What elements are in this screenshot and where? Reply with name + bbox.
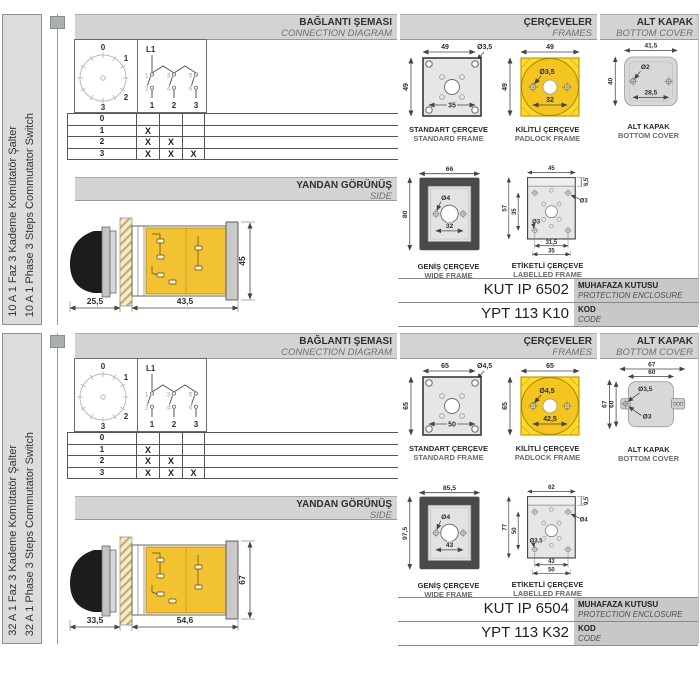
- dim-hole-bottom: Ø3,5: [529, 538, 543, 545]
- frame-caption-tr: KİLİTLİ ÇERÇEVE: [515, 444, 580, 453]
- product-codes: [398, 597, 698, 646]
- frame-caption-tr: ETİKETLİ ÇERÇEVE: [511, 261, 584, 270]
- header-title-en: SIDE: [369, 510, 392, 521]
- switching-table: [67, 432, 398, 479]
- dim-height-outer: 67: [601, 400, 609, 408]
- mark-cell: [182, 445, 205, 456]
- dim-hole: Ø4,5: [538, 388, 555, 395]
- right-border-line: [698, 14, 699, 325]
- mark-cell: [159, 114, 182, 125]
- bottom-cover-drawing: [602, 42, 696, 117]
- rotary-dial-drawing: [75, 40, 137, 112]
- frame-caption-en: LABELLED FRAME: [513, 270, 582, 279]
- table-row: [68, 137, 398, 149]
- frames-header: [400, 14, 597, 40]
- dim-inner: 32: [445, 222, 454, 230]
- position-label: 0: [99, 114, 105, 123]
- product-code-label: [574, 303, 698, 326]
- line-label: L1: [146, 45, 156, 54]
- output-3: 3: [193, 101, 199, 110]
- dim-height: 80: [401, 210, 409, 219]
- mark-cell: [136, 433, 159, 444]
- table-row: [68, 433, 398, 445]
- bottom-cover-cell: [600, 361, 697, 463]
- dim-width: 62: [547, 484, 555, 491]
- sidebar-connector-square: [50, 335, 65, 348]
- frame-caption-tr: GENİŞ ÇERÇEVE: [417, 581, 480, 590]
- output-2: 2: [171, 420, 177, 429]
- label-en: CODE: [578, 633, 602, 643]
- dial-pos-0: 0: [100, 362, 106, 371]
- table-row: [68, 114, 398, 126]
- terminal-2: 2: [144, 85, 149, 93]
- terminal-2: 2: [144, 404, 149, 412]
- table-row: [68, 456, 398, 468]
- dim-width-inner: 60: [647, 369, 655, 377]
- dim-hole: Ø2: [640, 64, 650, 72]
- dim-hole: Ø3,5: [476, 44, 492, 51]
- dim-height: 65: [501, 402, 509, 410]
- bottom-cover-header: [600, 333, 698, 359]
- standard-frame-cell: [400, 42, 497, 143]
- padlock-frame-drawing: [500, 42, 596, 120]
- dim-hole: Ø4,5: [476, 363, 492, 370]
- padlock-frame-drawing: [500, 361, 596, 439]
- terminal-3: 3: [166, 391, 171, 399]
- dim-body-depth: 43,5: [176, 296, 194, 306]
- dim-width: 45: [547, 165, 555, 172]
- sidebar-title-english: 10 A 1 Phase 3 Steps Commutator Switch: [24, 112, 36, 317]
- enclosure-code-label: [574, 279, 698, 302]
- frame-caption-en: PADLOCK FRAME: [514, 134, 581, 143]
- line-label: L1: [146, 364, 156, 373]
- mark-cell: X: [136, 445, 159, 456]
- frame-caption-en: LABELLED FRAME: [513, 589, 582, 598]
- position-label: 2: [99, 456, 105, 465]
- bottom-cover-drawing: [602, 361, 696, 440]
- dim-height: 67: [237, 575, 247, 585]
- mark-cell: X: [159, 468, 182, 479]
- wide-frame-cell: [400, 483, 497, 599]
- header-title-tr: YANDAN GÖRÜNÜŞ: [296, 180, 392, 191]
- bottom-cover-cell: [600, 42, 697, 140]
- dim-hole-1: Ø3,5: [637, 386, 652, 394]
- dim-hole: Ø3,5: [538, 69, 555, 76]
- mark-cell: X: [136, 137, 159, 148]
- dim-height: 45: [237, 256, 247, 266]
- dim-width: 65: [545, 363, 554, 370]
- output-3: 3: [193, 420, 199, 429]
- mark-cell: [182, 114, 205, 125]
- output-1: 1: [149, 420, 155, 429]
- product-code-row: [398, 622, 698, 646]
- table-row: [68, 468, 398, 480]
- header-title-en: BOTTOM COVER: [616, 347, 693, 358]
- dim-width: 66: [445, 165, 454, 173]
- header-title-en: FRAMES: [552, 28, 592, 39]
- frame-caption-en: WIDE FRAME: [424, 590, 473, 599]
- mark-cell: [159, 433, 182, 444]
- product-code-label: [574, 622, 698, 645]
- dim-width: 41,5: [644, 42, 657, 50]
- labelled-frame-cell: [498, 483, 597, 598]
- frame-caption-en: STANDARD FRAME: [413, 453, 484, 462]
- terminal-3: 3: [166, 72, 171, 80]
- connection-diagram-header: [75, 14, 397, 40]
- enclosure-code-row: [398, 598, 698, 622]
- dim-height: 49: [402, 83, 410, 91]
- dim-inner: 50: [447, 421, 456, 429]
- circuit-drawing: [137, 359, 206, 431]
- dim-inner-width: 31,5: [545, 240, 557, 247]
- switch-handle: [70, 550, 102, 612]
- label-tr: MUHAFAZA KUTUSU: [578, 281, 659, 290]
- output-2: 2: [171, 101, 177, 110]
- mark-cell: X: [182, 149, 205, 160]
- sidebar-connector-square: [50, 16, 65, 29]
- dim-inner: 35: [447, 102, 456, 110]
- dim-hole-top: Ø4: [579, 517, 588, 524]
- dial-pos-1: 1: [123, 373, 129, 382]
- header-title-en: FRAMES: [552, 347, 592, 358]
- enclosure-code-value: KUT IP 6504: [483, 600, 569, 617]
- dial-pos-2: 2: [123, 412, 129, 421]
- side-view-drawing: [64, 525, 264, 635]
- frame-caption-tr: GENİŞ ÇERÇEVE: [417, 262, 480, 271]
- mark-cell: [159, 126, 182, 137]
- cover-caption-tr: ALT KAPAK: [627, 445, 670, 454]
- labelled-frame-cell: [498, 164, 597, 279]
- mark-cell: [182, 137, 205, 148]
- table-row: [68, 126, 398, 138]
- terminal-1: 1: [144, 391, 149, 399]
- frame-caption-en: STANDARD FRAME: [413, 134, 484, 143]
- dim-height: 49: [501, 83, 509, 91]
- product-code-value: YPT 113 K10: [481, 305, 569, 322]
- header-title-en: CONNECTION DIAGRAM: [281, 28, 392, 39]
- position-label: 3: [99, 467, 105, 477]
- labelled-frame-drawing: [502, 164, 594, 256]
- mark-cell: [182, 433, 205, 444]
- header-title-tr: YANDAN GÖRÜNÜŞ: [296, 499, 392, 510]
- divider-line: [57, 333, 58, 644]
- header-title-tr: ÇERÇEVELER: [523, 17, 592, 28]
- connection-diagram-box: [74, 39, 207, 113]
- label-en: CODE: [578, 314, 602, 324]
- dim-height: 77: [502, 523, 509, 531]
- circuit-drawing: [137, 40, 206, 112]
- mark-cell: X: [136, 126, 159, 137]
- rotary-dial-drawing: [75, 359, 137, 431]
- dim-handle-depth: 25,5: [86, 296, 104, 306]
- header-title-tr: ALT KAPAK: [636, 17, 693, 28]
- sidebar-title-english: 32 A 1 Phase 3 Steps Commutator Switch: [24, 431, 36, 636]
- dim-width: 49: [545, 44, 554, 51]
- product-code-value: YPT 113 K32: [481, 624, 569, 641]
- terminal-6: 6: [188, 404, 193, 412]
- dim-band: 6,5: [583, 177, 590, 187]
- dial-pos-1: 1: [123, 54, 129, 63]
- product-code-row: [398, 303, 698, 327]
- enclosure-code-label: [574, 598, 698, 621]
- dim-hole: Ø4: [441, 194, 451, 202]
- sidebar: [2, 333, 42, 644]
- connection-diagram-header: [75, 333, 397, 359]
- terminal-6: 6: [188, 85, 193, 93]
- dim-width: 65: [440, 363, 449, 370]
- frame-caption-tr: ETİKETLİ ÇERÇEVE: [511, 580, 584, 589]
- frame-caption-en: WIDE FRAME: [424, 271, 473, 280]
- header-title-en: CONNECTION DIAGRAM: [281, 347, 392, 358]
- switching-table: [67, 113, 398, 160]
- frames-header: [400, 333, 597, 359]
- side-view-drawing: [64, 206, 264, 316]
- mounting-panel: [120, 218, 132, 306]
- header-title-en: SIDE: [369, 191, 392, 202]
- dim-hole-2: Ø3: [642, 413, 652, 421]
- standard-frame-cell: [400, 361, 497, 462]
- mark-cell: X: [136, 149, 159, 160]
- position-label: 3: [99, 148, 105, 158]
- dim-inner: 42,5: [542, 416, 557, 423]
- output-1: 1: [149, 101, 155, 110]
- dim-height: 97,5: [401, 526, 409, 540]
- dim-height: 65: [402, 402, 410, 410]
- header-title-tr: ÇERÇEVELER: [523, 336, 592, 347]
- enclosure-code-row: [398, 279, 698, 303]
- padlock-frame-cell: [499, 361, 596, 462]
- mark-cell: X: [182, 468, 205, 479]
- dim-handle-depth: 33,5: [86, 615, 104, 625]
- product-panel: [0, 14, 700, 325]
- mark-cell: [182, 126, 205, 137]
- dim-outer-width: 35: [547, 248, 555, 255]
- wide-frame-cell: [400, 164, 497, 280]
- terminal-1: 1: [144, 72, 149, 80]
- dim-height-inner: 60: [608, 400, 616, 408]
- dim-outer-width: 50: [547, 567, 555, 574]
- divider-line: [57, 14, 58, 325]
- frame-caption-tr: STANDART ÇERÇEVE: [408, 444, 489, 453]
- dim-height: 57: [502, 204, 509, 212]
- position-label: 2: [99, 137, 105, 146]
- mark-cell: X: [159, 137, 182, 148]
- dim-inner-height: 35: [511, 208, 518, 216]
- side-view-header: [75, 177, 397, 201]
- terminal-5: 5: [188, 391, 193, 399]
- mounting-panel: [120, 537, 132, 625]
- frame-caption-en: PADLOCK FRAME: [514, 453, 581, 462]
- labelled-frame-drawing: [502, 483, 594, 575]
- standard-frame-drawing: [401, 42, 497, 120]
- sidebar-title-turkish: 32 A 1 Faz 3 Kademe Komütatör Şalter: [7, 445, 19, 636]
- label-en: PROTECTION ENCLOSURE: [578, 609, 683, 619]
- mark-cell: [182, 456, 205, 467]
- product-panel: [0, 333, 700, 644]
- dial-pos-3: 3: [100, 422, 106, 431]
- mark-cell: [159, 445, 182, 456]
- cover-caption-tr: ALT KAPAK: [627, 122, 670, 131]
- mark-cell: X: [159, 456, 182, 467]
- frame-caption-tr: KİLİTLİ ÇERÇEVE: [515, 125, 580, 134]
- terminal-5: 5: [188, 72, 193, 80]
- dim-inner: 28,5: [644, 89, 657, 97]
- frame-caption-tr: STANDART ÇERÇEVE: [408, 125, 489, 134]
- dim-height: 40: [606, 77, 614, 86]
- terminal-4: 4: [166, 404, 171, 412]
- dim-body-depth: 54,6: [176, 615, 194, 625]
- enclosure-code-value: KUT IP 6502: [483, 281, 569, 298]
- dim-inner: 43: [445, 541, 454, 549]
- header-title-tr: ALT KAPAK: [636, 336, 693, 347]
- dim-width: 85,5: [442, 484, 457, 492]
- side-view-header: [75, 496, 397, 520]
- mark-cell: X: [136, 456, 159, 467]
- dial-pos-3: 3: [100, 103, 106, 112]
- label-tr: MUHAFAZA KUTUSU: [578, 600, 659, 609]
- position-label: 1: [99, 125, 105, 135]
- terminal-4: 4: [166, 85, 171, 93]
- label-en: PROTECTION ENCLOSURE: [578, 290, 683, 300]
- wide-frame-drawing: [400, 483, 497, 576]
- connection-diagram-box: [74, 358, 207, 432]
- standard-frame-drawing: [401, 361, 497, 439]
- dim-width: 49: [440, 44, 449, 51]
- sidebar-title-turkish: 10 A 1 Faz 3 Kademe Komütatör Şalter: [7, 126, 19, 317]
- position-label: 1: [99, 444, 105, 454]
- header-title-tr: BAĞLANTI ŞEMASI: [299, 336, 392, 347]
- label-tr: KOD: [578, 305, 596, 314]
- dim-width-outer: 67: [647, 361, 655, 369]
- bottom-cover-header: [600, 14, 698, 40]
- dial-pos-2: 2: [123, 93, 129, 102]
- mark-cell: X: [159, 149, 182, 160]
- dim-hole-top: Ø3: [579, 198, 588, 205]
- switch-handle: [70, 231, 102, 293]
- mark-cell: X: [136, 468, 159, 479]
- padlock-frame-cell: [499, 42, 596, 143]
- cover-caption-en: BOTTOM COVER: [617, 131, 680, 140]
- table-row: [68, 149, 398, 161]
- right-border-line: [698, 333, 699, 644]
- dim-inner-width: 43: [547, 559, 555, 566]
- mark-cell: [136, 114, 159, 125]
- dim-inner-height: 50: [511, 527, 518, 535]
- table-row: [68, 445, 398, 457]
- header-title-tr: BAĞLANTI ŞEMASI: [299, 17, 392, 28]
- cover-caption-en: BOTTOM COVER: [617, 454, 680, 463]
- wide-frame-drawing: [400, 164, 497, 257]
- dim-hole: Ø4: [441, 513, 451, 521]
- dial-pos-0: 0: [100, 43, 106, 52]
- header-title-en: BOTTOM COVER: [616, 28, 693, 39]
- position-label: 0: [99, 433, 105, 442]
- dim-hole-bottom: Ø3: [531, 219, 540, 226]
- product-codes: [398, 278, 698, 327]
- dim-inner: 32: [545, 97, 554, 104]
- sidebar: [2, 14, 42, 325]
- dim-band: 9,5: [583, 496, 590, 506]
- label-tr: KOD: [578, 624, 596, 633]
